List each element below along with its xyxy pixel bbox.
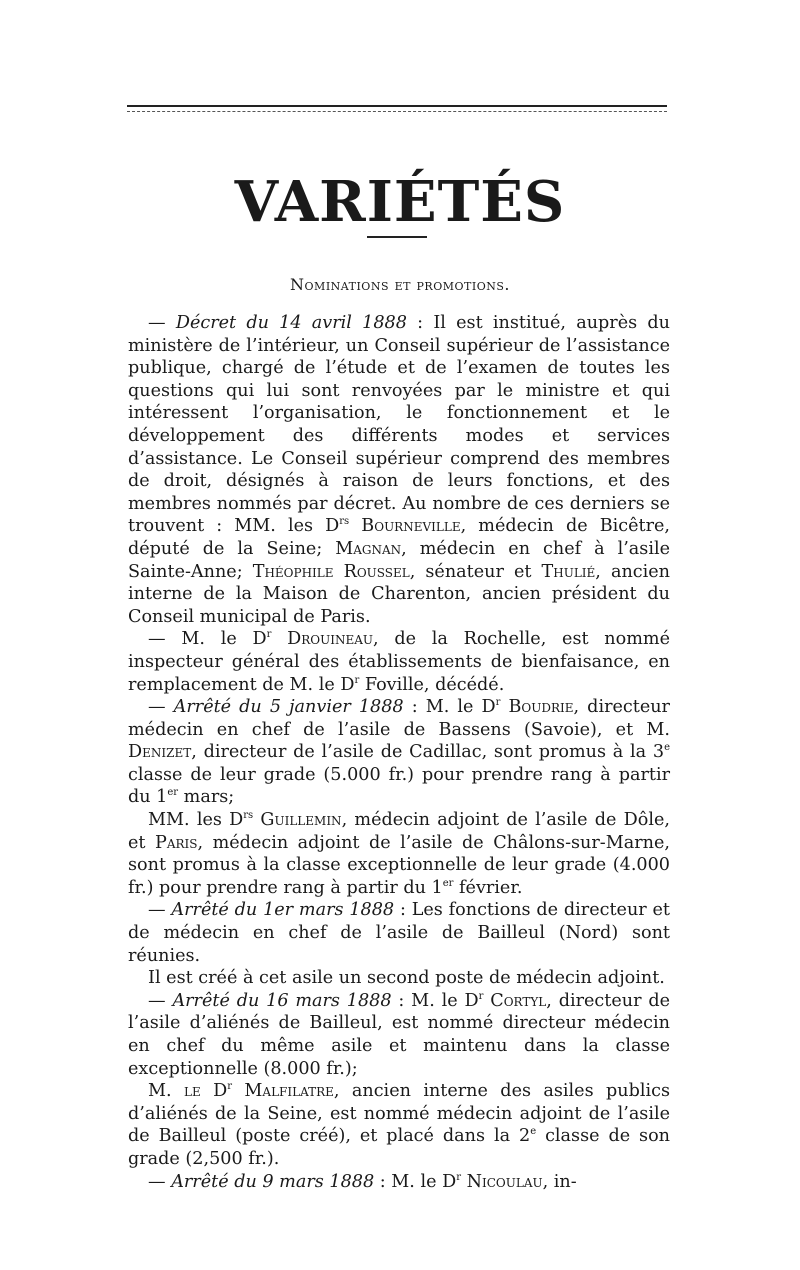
text: le [184,1081,201,1102]
paragraph-decret-14-avril [128,312,670,628]
superscript: r [495,697,501,709]
person-name: Nicoulau [466,1171,543,1192]
paragraph-second-poste [128,967,670,990]
superscript: r [456,1171,461,1183]
section-subtitle: Nominations et promotions. [290,275,510,294]
superscript: r [478,990,484,1002]
person-name: Théophile Roussel [252,561,410,582]
paragraph-arrete-5-janvier [128,696,670,809]
text: : M. le D [403,697,496,718]
superscript: rs [243,810,254,822]
superscript: r [354,674,360,686]
text: D [200,1081,228,1102]
text: , ancien interne de la Maison de Charenton, ancien président du Conseil municipal de Paris. [128,561,670,627]
text: Foville, décédé. [359,674,505,695]
text: mars; [178,787,235,808]
superscript: er [167,787,179,799]
text: , sénateur et [409,561,542,582]
decree-date: Arrêté du 1er mars 1888 [171,900,395,921]
title-divider [367,236,427,238]
person-name: Drouineau [287,629,373,650]
person-name: Bourneville [361,516,461,537]
person-name: Guillemin [260,810,342,831]
text: , médecin adjoint de l’asile de Dôle, et [128,810,671,853]
superscript: r [266,629,272,641]
text: , ancien interne des asiles publics d’aliénés de la Seine, est nommé médecin adjoint de l’asile de Bailleul (poste créé), et placé dans la 2 [128,1081,670,1147]
article-body [128,312,670,1193]
decree-date: Arrêté du 9 mars 1888 [171,1171,375,1192]
decree-date: Arrêté du 5 janvier 1888 [173,697,404,718]
paragraph-malfilatre [128,1080,670,1170]
text: , médecin de Bicêtre, député de la Seine; [128,516,671,559]
text: , directeur de l’asile d’aliénés de Bailleul, est nommé directeur médecin en chef du même asile et maintenu dans la classe exceptionnelle (8.000 fr.); [128,990,670,1079]
text: , in- [542,1171,577,1192]
text: — M. le D [148,629,267,650]
text: classe de leur grade (5.000 fr.) pour prendre rang à partir du 1 [128,764,670,808]
text: : Les fonctions de directeur et de médecin en chef de l’asile de Bailleul (Nord) sont réunies. [128,900,670,966]
superscript: rs [339,516,350,528]
person-name: Paris [154,832,198,853]
text: , de la Rochelle, est nommé inspecteur général des établissements de bienfaisance, en remplacement de M. le D [128,629,670,695]
text: , directeur de l’asile de Cadillac, sont promus à la 3 [191,742,665,763]
text: février. [453,877,523,898]
paragraph-drouineau [128,628,670,696]
superscript: r [227,1081,233,1093]
dash: — [148,990,173,1011]
text: , médecin en chef à l’asile Sainte-Anne; [128,538,670,582]
person-name: Malfilatre [244,1081,334,1102]
dash: — [148,313,176,333]
superscript: er [442,877,454,889]
paragraph-arrete-1-mars [128,899,670,967]
text: M. [148,1081,184,1102]
text: : M. le D [374,1171,457,1192]
text: Il est créé à cet asile un second poste de médecin adjoint. [148,968,665,989]
person-name: Thulié [541,561,596,582]
person-name: Magnan [335,538,402,559]
dash: — [148,900,172,921]
paragraph-guillemin-paris [128,809,670,899]
paragraph-arrete-9-mars [128,1171,670,1194]
person-name: Cortyl [490,990,547,1011]
text: , directeur médecin en chef de l’asile de Bassens (Savoie), et M. [128,697,670,740]
person-name: Denizet [128,742,192,763]
text: MM. les D [148,810,244,831]
dash: — [148,1171,172,1192]
superscript: e [664,742,670,754]
paragraph-arrete-16-mars [128,990,670,1080]
text: classe de son grade (2,500 fr.). [128,1126,671,1169]
superscript: e [530,1126,537,1138]
dash: — [148,697,174,718]
text: : M. le D [391,990,479,1011]
header-ornament-rule [127,103,667,115]
decree-date: Arrêté du 16 mars 1888 [172,990,392,1011]
text: , médecin adjoint de l’asile de Châlons-sur-Marne, sont promus à la classe exceptionnelle de leur grade (4.000 fr.) pour prendre rang à partir du 1 [128,832,670,898]
person-name: Boudrie [508,697,574,718]
section-title: VARIÉTÉS [234,169,566,235]
decree-date: Décret du 14 avril 1888 [175,313,407,333]
text: : Il est institué, auprès du ministère de l’intérieur, un Conseil supérieur de l’assistance publique, chargé de l’étude et de l’examen de toutes les questions qui lui sont renvoyées par le ministre et qui intéressent l’organisation, le fonctionnement et le développement des différents modes et services d’assistance. Le Conseil supérieur comprend des membres de droit, désignés à raison de leurs fonctions, et des membres nommés par décret. Au nombre de ces derniers se trouvent : MM. les D [128,313,670,537]
